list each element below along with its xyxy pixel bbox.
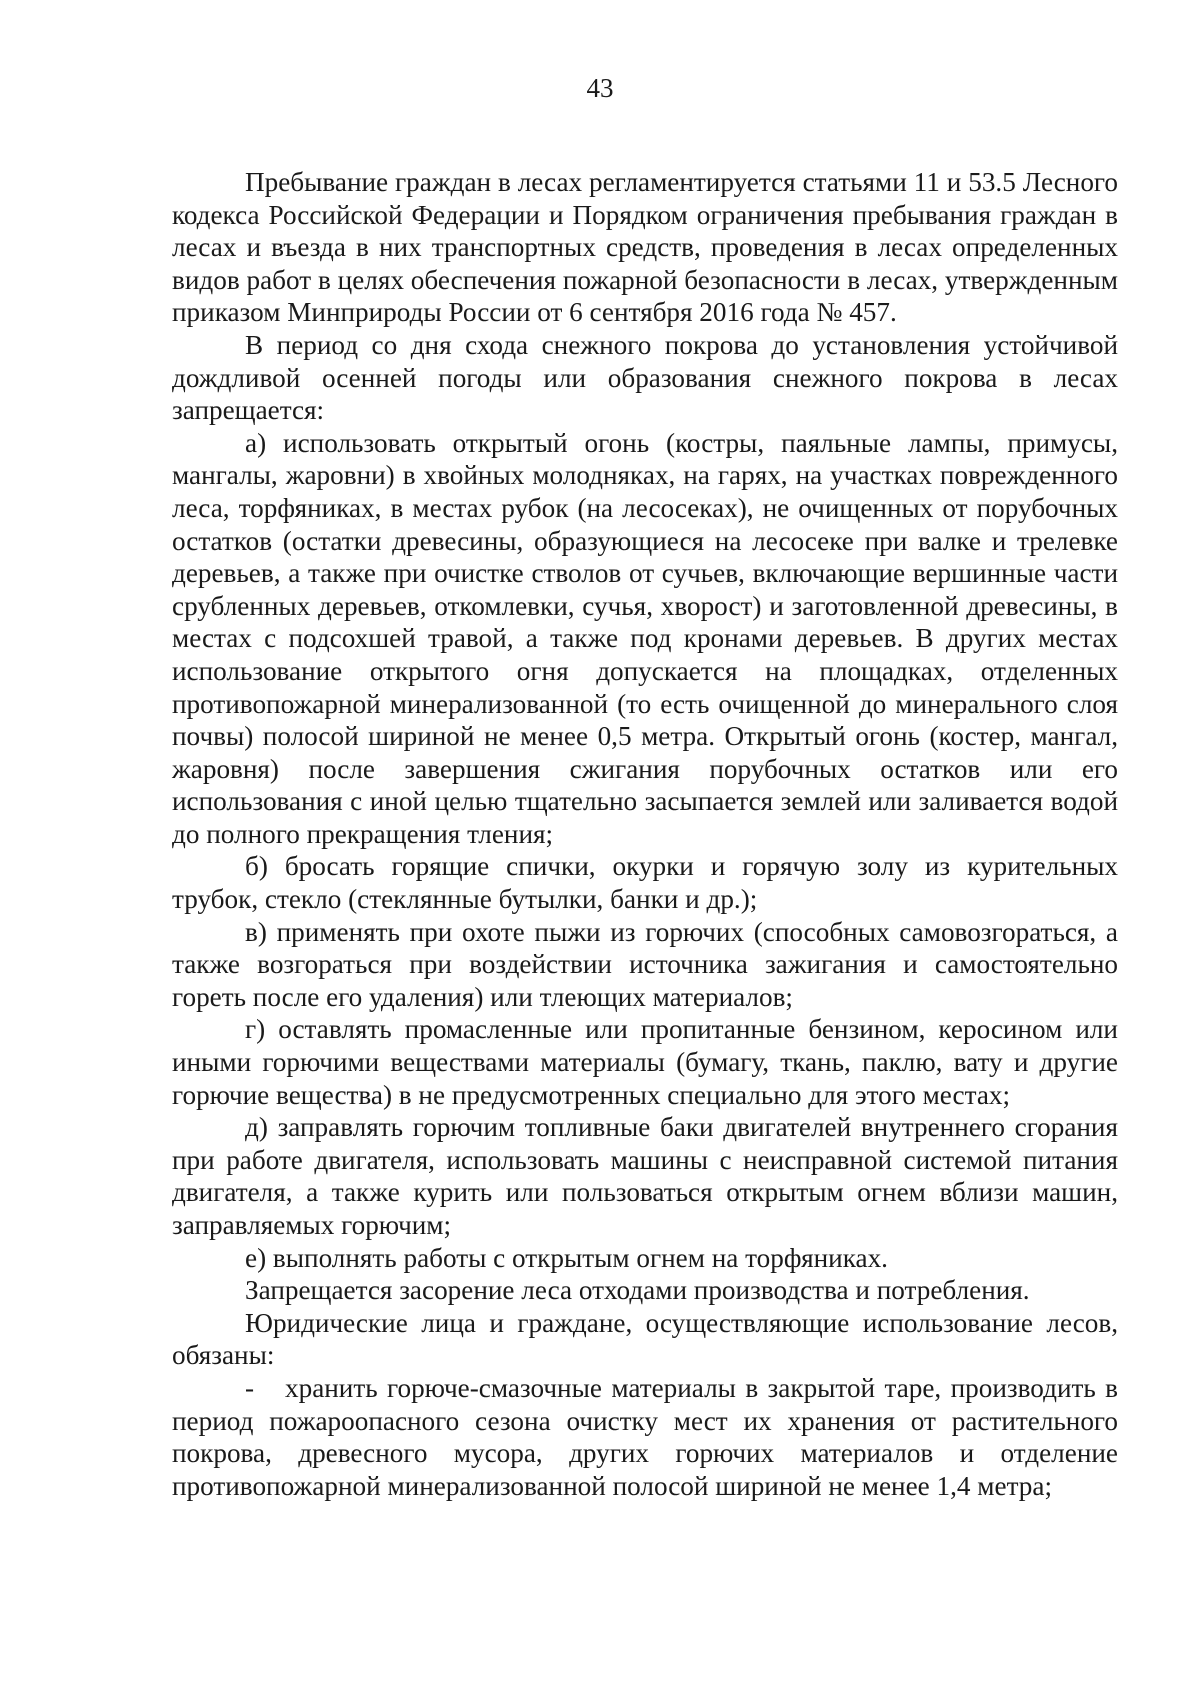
document-body [172, 166, 1118, 1502]
paragraph-item-a-open-fire: а) использовать открытый огонь (костры, паяльные лампы, примусы, мангалы, жаровни) в хвойных молодняках, на гарях, на участках поврежденного леса, торфяниках, в местах рубок (на лесосеках), не очищенных от порубочных остатков (остатки древесины, образующиеся на лесосеке при валке и трелевке деревьев, а также при очистке стволов от сучьев, включающие вершинные части срубленных деревьев, откомлевки, сучья, хворост) и заготовленной древесины, в местах с подсохшей травой, а также под кронами деревьев. В других местах использование открытого огня допускается на площадках, отделенных противопожарной минерализованной (то есть очищенной до минерального слоя почвы) полосой шириной не менее 0,5 метра. Открытый огонь (костер, мангал, жаровня) после завершения сжигания порубочных остатков или его использования с иной целью тщательно засыпается землей или заливается водой до полного прекращения тления; [172, 427, 1118, 849]
dash-marker: - [245, 1372, 255, 1403]
paragraph-obligations-intro: Юридические лица и граждане, осуществляющие использование лесов, обязаны: [172, 1307, 1118, 1371]
paragraph-forest-stay-regulation: Пребывание граждан в лесах регламентируется статьями 11 и 53.5 Лесного кодекса Российской Федерации и Порядком ограничения пребывания граждан в лесах и въезда в них транспортных средств, проведения в лесах определенных видов работ в целях обеспечения пожарной безопасности в лесах, утвержденным приказом Минприроды России от 6 сентября 2016 года № 457. [172, 167, 1118, 328]
paragraph-item-e-peat-works: е) выполнять работы с открытым огнем на торфяниках. [245, 1242, 888, 1273]
list-item-text: хранить горюче-смазочные материалы в закрытой таре, производить в период пожароопасного сезона очистку мест их хранения от растительного покрова, древесного мусора, других горючих материалов и отделение противопожарной минерализованной полосой шириной не менее 1,4 метра; [172, 1372, 1118, 1501]
list-item-fuel-storage [172, 1372, 1118, 1502]
page-number: 43 [586, 73, 614, 103]
paragraph-prohibited-period: В период со дня схода снежного покрова до установления устойчивой дождливой осенней погоды или образования снежного покрова в лесах запрещается: [172, 329, 1118, 426]
paragraph-item-b-matches: б) бросать горящие спички, окурки и горячую золу из курительных трубок, стекло (стеклянные бутылки, банки и др.); [172, 851, 1118, 915]
paragraph-item-g-oily-materials: г) оставлять промасленные или пропитанные бензином, керосином или иными горючими веществами материалы (бумагу, ткань, паклю, вату и другие горючие вещества) в не предусмотренных специально для этого местах; [172, 1014, 1118, 1110]
paragraph-item-d-refueling: д) заправлять горючим топливные баки двигателей внутреннего сгорания при работе двигателя, использовать машины с неисправной системой питания двигателя, а также курить или пользоваться открытым огнем вблизи машин, заправляемых горючим; [172, 1112, 1118, 1240]
paragraph-item-v-hunting-wads: в) применять при охоте пыжи из горючих (способных самовозгораться, а также возгораться при воздействии источника зажигания и самостоятельно гореть после его удаления) или тлеющих материалов; [172, 916, 1118, 1012]
paragraph-littering-prohibited: Запрещается засорение леса отходами производства и потребления. [245, 1275, 1030, 1306]
